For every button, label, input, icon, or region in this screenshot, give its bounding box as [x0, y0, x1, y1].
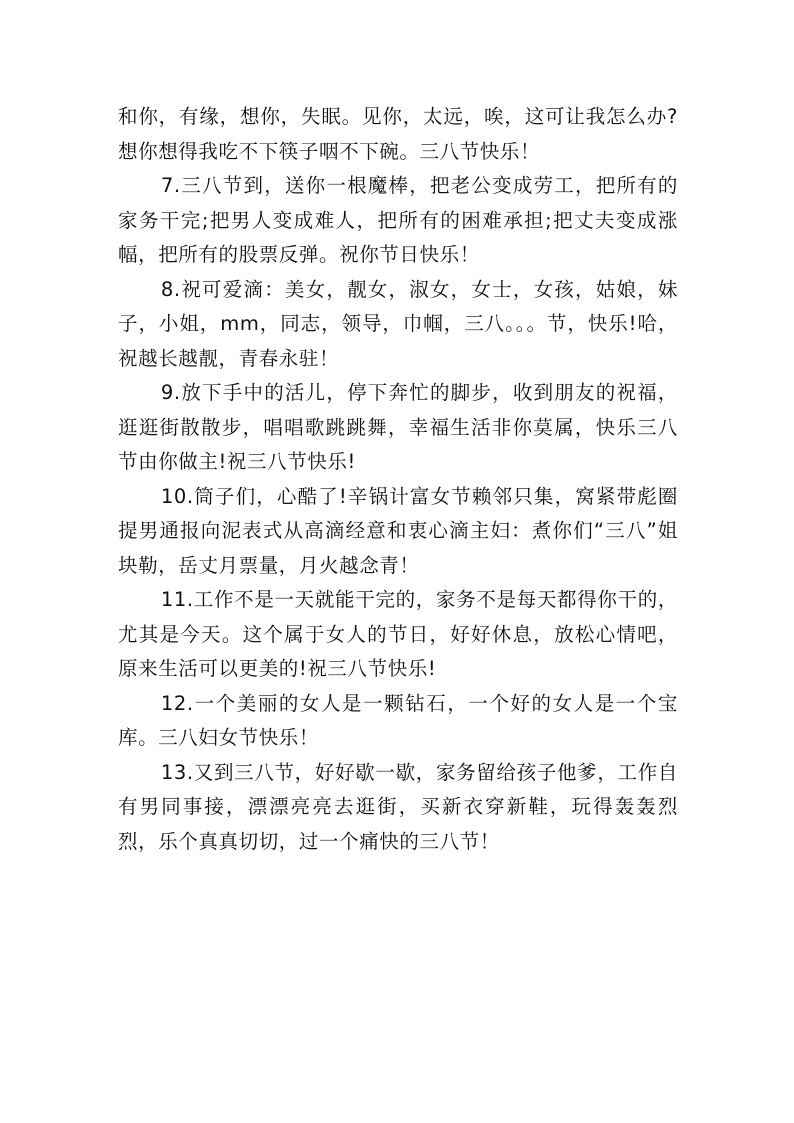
document-body — [118, 100, 678, 859]
paragraph-item-12: 12.一个美丽的女人是一颗钻石，一个好的女人是一个宝库。三八妇女节快乐！ — [118, 691, 678, 749]
paragraph-continued: 和你，有缘，想你，失眠。见你，太远，唉，这可让我怎么办?想你想得我吃不下筷子咽不下碗。三八节快乐！ — [118, 105, 678, 163]
paragraph-item-8: 8.祝可爱滴：美女，靓女，淑女，女士，女孩，姑娘，妹子，小姐，mm，同志，领导，巾帼，三八。。。节，快乐!哈，祝越长越靓，青春永驻！ — [118, 277, 678, 370]
paragraph-item-11: 11.工作不是一天就能干完的，家务不是每天都得你干的，尤其是今天。这个属于女人的节日，好好休息，放松心情吧，原来生活可以更美的!祝三八节快乐! — [118, 588, 678, 680]
paragraph-item-9: 9.放下手中的活儿，停下奔忙的脚步，收到朋友的祝福，逛逛街散散步，唱唱歌跳跳舞，幸福生活非你莫属，快乐三八节由你做主!祝三八节快乐! — [118, 381, 678, 473]
paragraph-item-7: 7.三八节到，送你一根魔棒，把老公变成劳工，把所有的家务干完;把男人变成难人，把所有的困难承担;把丈夫变成涨幅，把所有的股票反弹。祝你节日快乐！ — [118, 174, 678, 266]
paragraph-item-13: 13.又到三八节，好好歇一歇，家务留给孩子他爹，工作自有男同事接，漂漂亮亮去逛街，买新衣穿新鞋，玩得轰轰烈烈，乐个真真切切，过一个痛快的三八节！ — [118, 760, 678, 853]
paragraph-item-10: 10.筒子们，心酷了!辛锅计富女节赖邻只集，窝紧带彪圈提男通报向泥表式从高滴经意和衷心滴主妇：煮你们“三八”姐块勒，岳丈月票量，月火越念青！ — [118, 484, 678, 577]
